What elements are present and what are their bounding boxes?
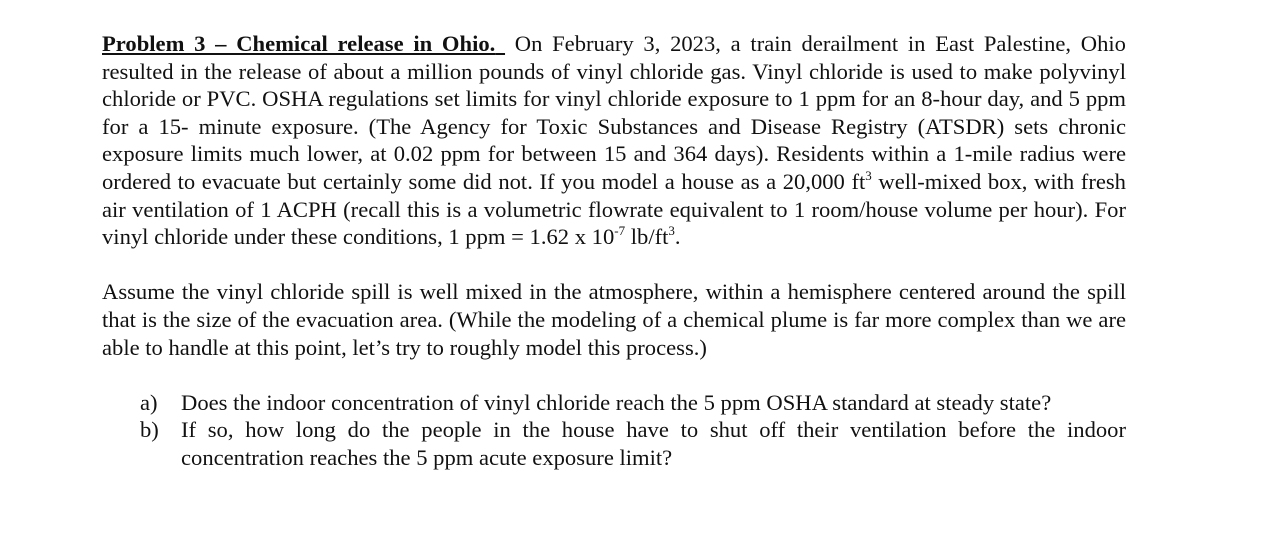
problem-text-mid: well-mixed box, with fresh air ventilation of 1 ACPH (recall this is a volumetric flowrate equivalent to 1 room/house volume per hour). For vinyl chloride under these conditions, 1 ppm = 1.62 x 10 xyxy=(102,168,1126,250)
question-marker: a) xyxy=(140,389,158,415)
question-text: If so, how long do the people in the house have to shut off their ventilation before the indoor concentration reaches the 5 ppm acute exposure limit? xyxy=(181,417,1126,470)
heading-underline-space xyxy=(495,31,505,56)
problem-text-intro: On February 3, 2023, a train derailment in East Palestine, Ohio resulted in the release of about a million pounds of vinyl chloride gas. Vinyl chloride is used to make polyvinyl chloride or PVC. OSHA regulations set limits for vinyl chloride exposure to 1 ppm for an 8-hour day, and 5 ppm for a 15- minute exposure. (The Agency for Toxic Substances and Disease Registry (ATSDR) sets chronic exposure limits much lower, at 0.02 ppm for between 15 and 364 days). Residents within a 1-mile radius were ordered to evacuate but certainly some did not. If you model a house as a 20,000 ft xyxy=(102,31,1126,194)
superscript-cubed-unit: 3 xyxy=(668,223,675,239)
problem-text-unit: lb/ft xyxy=(625,224,669,250)
problem-paragraph-1 xyxy=(102,30,1126,251)
problem-paragraph-2: Assume the vinyl chloride spill is well mixed in the atmosphere, within a hemisphere centered around the spill that is the size of the evacuation area. (While the modeling of a chemical plume is far more complex than we are able to handle at this point, let’s try to roughly model this process.) xyxy=(102,279,1126,360)
problem-text-end: . xyxy=(674,224,681,250)
question-text: Does the indoor concentration of vinyl chloride reach the 5 ppm OSHA standard at steady state? xyxy=(181,389,1052,415)
superscript-exponent: -7 xyxy=(614,223,626,239)
document-body xyxy=(102,30,1126,472)
question-item-a xyxy=(102,389,1126,417)
question-marker: b) xyxy=(140,417,159,443)
question-list xyxy=(102,389,1126,472)
question-item-b xyxy=(102,416,1126,471)
superscript-cubed: 3 xyxy=(865,167,872,183)
problem-heading: Problem 3 – Chemical release in Ohio. xyxy=(102,31,496,56)
